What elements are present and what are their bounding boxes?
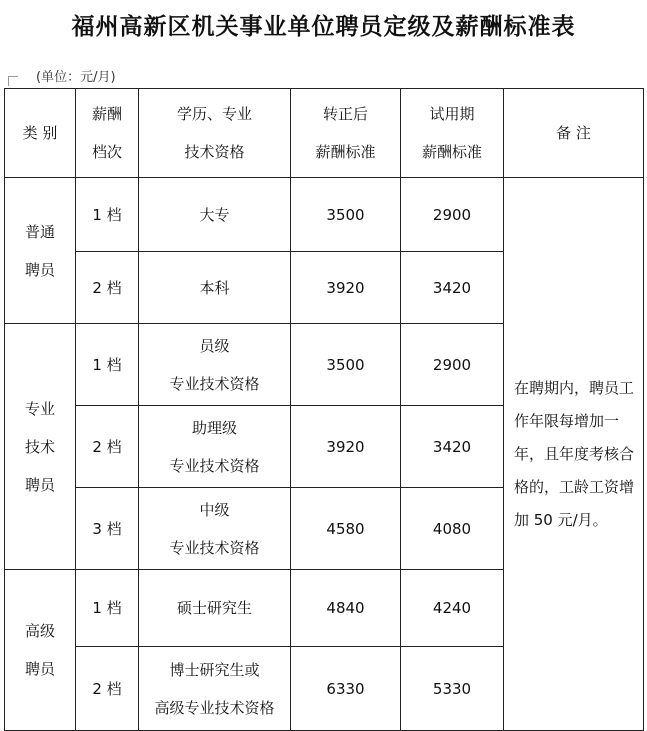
remarks-line: 格的，工龄工资增 [514, 477, 635, 496]
corner-mark [8, 76, 9, 86]
corner-mark [8, 76, 18, 77]
remarks-cell [504, 178, 644, 731]
probation-salary-cell: 5330 [401, 647, 504, 731]
qualification-cell: 本科 [139, 252, 291, 324]
header-qualification-line: 技术资格 [184, 143, 245, 161]
qualification-line: 高级专业技术资格 [154, 698, 275, 717]
header-level-line: 薪酬 [91, 105, 122, 123]
unit-note: (单位：元/月) [36, 70, 116, 85]
header-regular-line: 转正后 [322, 105, 368, 123]
remarks-line: 年，且年度考核合 [514, 444, 635, 463]
header-qualification [139, 89, 291, 178]
header-regular-line: 薪酬标准 [315, 143, 376, 161]
qualification-cell [139, 488, 291, 570]
header-regular-salary [291, 89, 401, 178]
header-level [76, 89, 139, 178]
qualification-line: 中级 [199, 500, 230, 519]
qualification-line: 专业技术资格 [169, 374, 260, 393]
probation-salary-cell: 3420 [401, 406, 504, 488]
category-line: 高级 [24, 622, 55, 640]
category-cell [5, 178, 76, 324]
header-level-line: 档次 [91, 143, 122, 161]
qualification-line: 专业技术资格 [169, 456, 260, 475]
remarks-line: 作年限每增加一 [514, 411, 620, 430]
probation-salary-cell: 3420 [401, 252, 504, 324]
regular-salary-cell: 3500 [291, 324, 401, 406]
category-line: 技术 [24, 437, 55, 456]
qualification-line: 员级 [199, 336, 230, 355]
header-category: 类 别 [5, 89, 76, 178]
regular-salary-cell: 3920 [291, 252, 401, 324]
page-title: 福州高新区机关事业单位聘员定级及薪酬标准表 [71, 13, 576, 40]
level-cell: 2 档 [76, 406, 139, 488]
qualification-line: 助理级 [191, 418, 237, 437]
header-probation-line: 薪酬标准 [421, 143, 482, 161]
qualification-cell [139, 647, 291, 731]
regular-salary-cell: 4840 [291, 570, 401, 647]
regular-salary-cell: 4580 [291, 488, 401, 570]
salary-table [4, 88, 644, 731]
category-cell [5, 570, 76, 731]
category-line: 聘员 [24, 475, 55, 494]
level-cell: 1 档 [76, 178, 139, 252]
probation-salary-cell: 4080 [401, 488, 504, 570]
qualification-line: 专业技术资格 [169, 538, 260, 557]
category-cell [5, 324, 76, 570]
qualification-cell: 大专 [139, 178, 291, 252]
header-remarks: 备 注 [504, 89, 644, 178]
category-line: 聘员 [24, 660, 55, 678]
level-cell: 2 档 [76, 647, 139, 731]
level-cell: 1 档 [76, 324, 139, 406]
regular-salary-cell: 3500 [291, 178, 401, 252]
category-line: 聘员 [24, 260, 55, 279]
table-row [5, 178, 644, 252]
remarks-line: 加 50 元/月。 [514, 510, 608, 529]
header-probation-salary [401, 89, 504, 178]
remarks-line: 在聘期内，聘员工 [514, 378, 635, 397]
header-qualification-line: 学历、专业 [176, 105, 252, 123]
category-line: 普通 [24, 222, 55, 241]
category-line: 专业 [24, 399, 55, 418]
probation-salary-cell: 2900 [401, 324, 504, 406]
regular-salary-cell: 3920 [291, 406, 401, 488]
qualification-cell [139, 324, 291, 406]
probation-salary-cell: 2900 [401, 178, 504, 252]
level-cell: 1 档 [76, 570, 139, 647]
regular-salary-cell: 6330 [291, 647, 401, 731]
probation-salary-cell: 4240 [401, 570, 504, 647]
header-row [5, 89, 644, 178]
qualification-line: 博士研究生或 [169, 660, 260, 679]
qualification-cell: 硕士研究生 [139, 570, 291, 647]
qualification-cell [139, 406, 291, 488]
level-cell: 3 档 [76, 488, 139, 570]
level-cell: 2 档 [76, 252, 139, 324]
header-probation-line: 试用期 [429, 105, 475, 123]
